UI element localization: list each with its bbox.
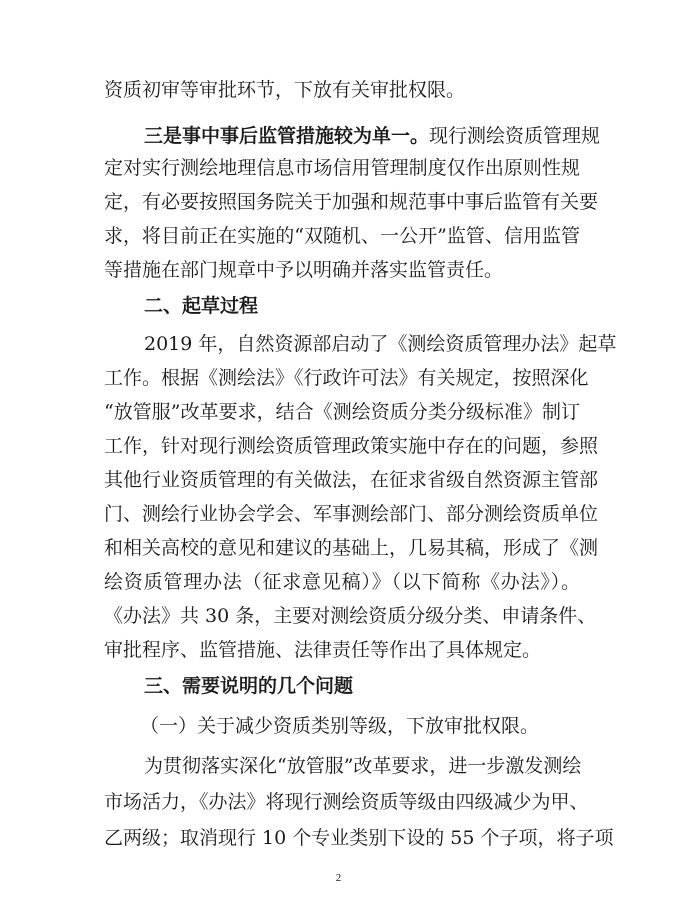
paragraph-line: 门、测绘行业协会学会、军事测绘部门、部分测绘资质单位 (104, 503, 599, 525)
paragraph-line: 定对实行测绘地理信息市场信用管理制度仅作出原则性规 (104, 157, 580, 179)
paragraph-line: 工作。根据《测绘法》《行政许可法》有关规定，按照深化 (104, 367, 589, 389)
paragraph-line: 资质初审等审批环节，下放有关审批权限。 (104, 79, 466, 101)
paragraph-line: 等措施在部门规章中予以明确并落实监管责任。 (104, 259, 504, 281)
paragraph-line: 工作，针对现行测绘资质管理政策实施中存在的问题，参照 (104, 435, 599, 457)
paragraph-line: 其他行业资质管理的有关做法，在征求省级自然资源主管部 (104, 469, 599, 491)
paragraph-line: 审批程序、监管措施、法律责任等作出了具体规定。 (104, 639, 542, 661)
paragraph-line: 定，有必要按照国务院关于加强和规范事中事后监管有关要 (104, 191, 599, 213)
paragraph-line: 乙两级；取消现行 10 个专业类别下设的 55 个子项，将子项 (104, 827, 614, 849)
paragraph-line: 和相关高校的意见和建议的基础上，几易其稿，形成了《测 (104, 537, 599, 559)
paragraph-line: 2019 年，自然资源部启动了《测绘资质管理办法》起草 (144, 333, 617, 355)
page-number: 2 (335, 872, 342, 884)
paragraph-line: 《办法》共 30 条，主要对测绘资质分级分类、申请条件、 (104, 605, 597, 627)
paragraph-line: 为贯彻落实深化“放管服”改革要求，进一步激发测绘 (144, 755, 582, 777)
section-heading: 二、起草过程 (144, 295, 259, 317)
bold-lead-sentence: 三是事中事后监管措施较为单一。 (144, 125, 430, 147)
paragraph-line: 绘资质管理办法（征求意见稿）》（以下简称《办法》）。 (104, 571, 580, 593)
paragraph-line: 市场活力，《办法》将现行测绘资质等级由四级减少为甲、 (104, 791, 589, 813)
paragraph-line: “放管服”改革要求，结合《测绘资质分类分级标准》制订 (104, 401, 580, 423)
paragraph-line: 三是事中事后监管措施较为单一。现行测绘资质管理规 (144, 125, 601, 147)
section-heading: 三、需要说明的几个问题 (144, 675, 354, 697)
paragraph-line: 求，将目前正在实施的“双随机、一公开”监管、信用监管 (104, 225, 580, 247)
subsection-heading: （一）关于减少资质类别等级，下放审批权限。 (140, 715, 540, 737)
